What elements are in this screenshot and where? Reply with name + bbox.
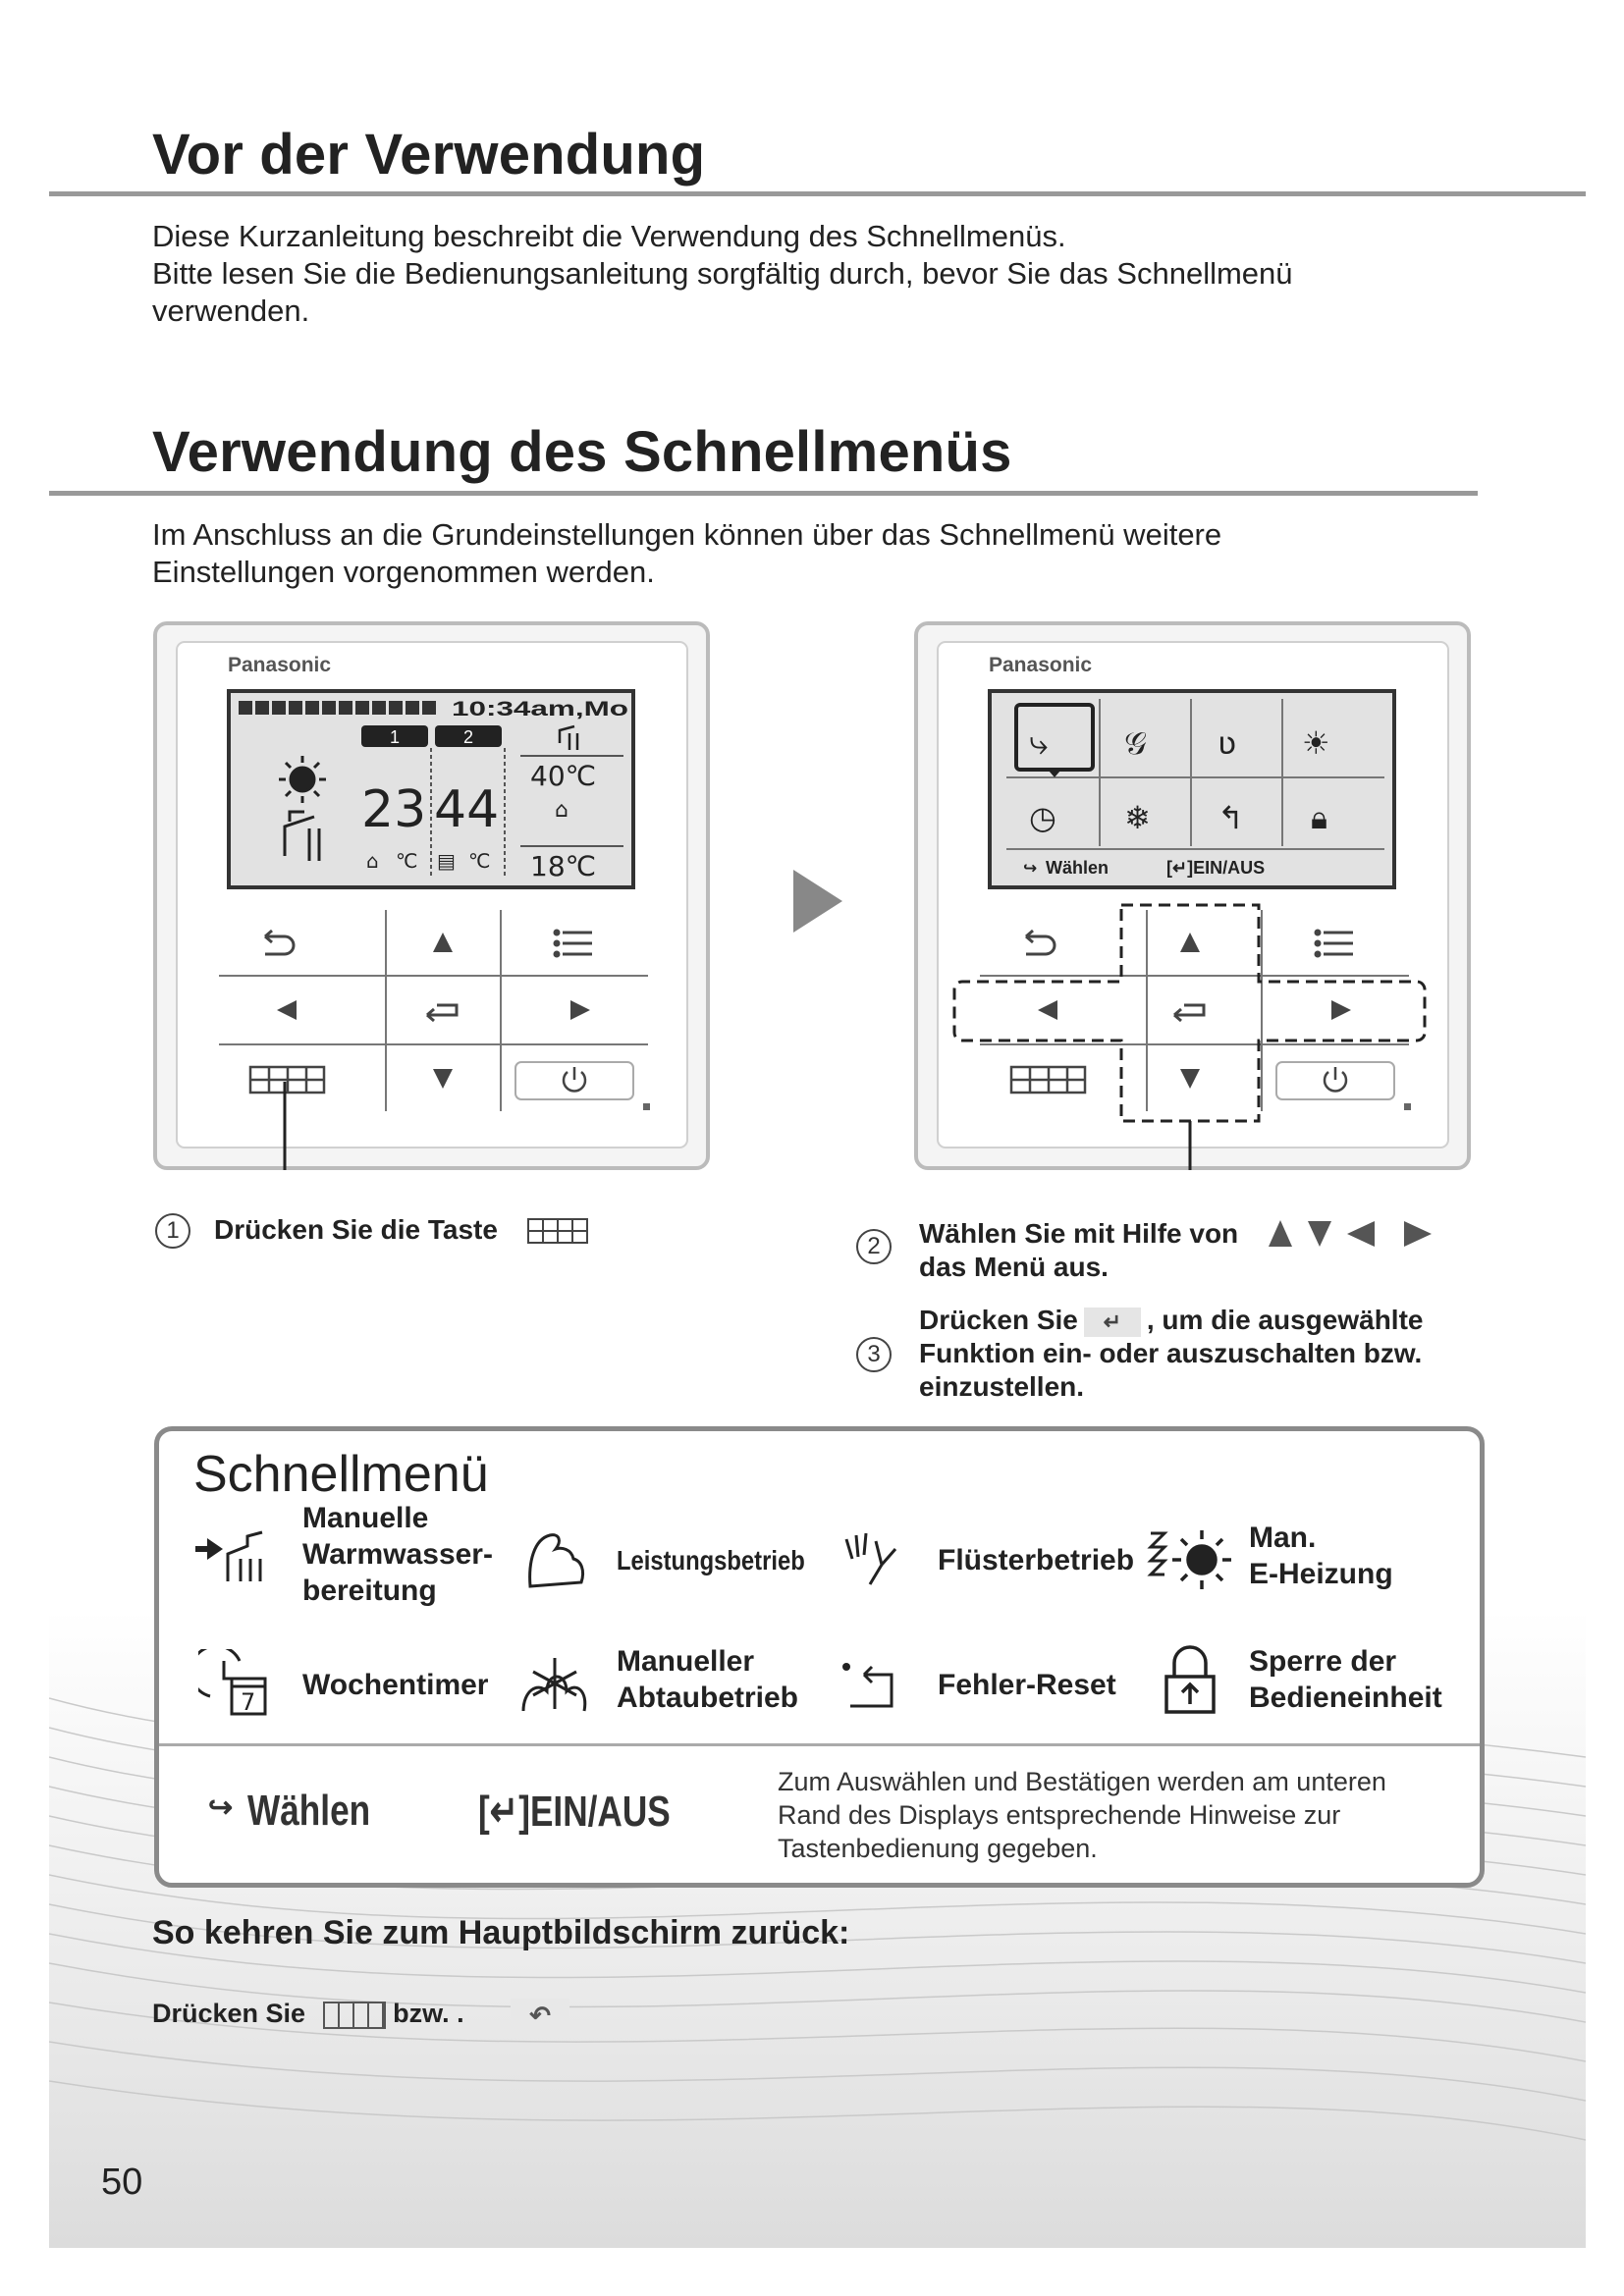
step-text: Wählen Sie mit Hilfe von — [919, 1218, 1239, 1249]
left-arrow-icon — [1347, 1221, 1375, 1247]
weekly-timer-icon — [198, 1649, 272, 1718]
back-key-icon: ↶ — [511, 1999, 569, 2032]
zone-tab-2-label: 2 — [463, 727, 474, 747]
defrost-icon — [517, 1652, 591, 1721]
panel-icon: ▤ — [437, 849, 456, 873]
intro-line: verwenden. — [152, 294, 310, 328]
room-icon: ⌂ — [366, 849, 379, 873]
step-text: Drücken Sie die Taste — [214, 1214, 498, 1245]
menu-item-label: Bedieneinheit — [1249, 1682, 1442, 1714]
screen-power-icon: 𝒢 — [1124, 724, 1147, 762]
box-divider — [159, 1743, 1480, 1746]
hint-line: Tastenbedienung gegeben. — [778, 1834, 1098, 1863]
remote-controller-home — [152, 620, 712, 1170]
screen-heater-icon: ☀ — [1302, 724, 1330, 762]
return-text: Drücken Sie — [152, 1999, 306, 2029]
step-number: 2 — [856, 1229, 892, 1264]
step-number: 3 — [856, 1337, 892, 1372]
zone-tab-1-label: 1 — [390, 727, 401, 747]
menu-item-label: Manuelle — [302, 1502, 429, 1534]
temperature-zone1: 23 — [361, 780, 427, 839]
quick-menu-key-icon — [323, 2002, 386, 2029]
menu-item-quiet-mode: Flüsterbetrieb — [938, 1544, 1135, 1576]
step-text: Funktion ein- oder auszuschalten bzw. — [919, 1338, 1423, 1368]
menu-item-manual-defrost — [617, 1643, 798, 1716]
quickmenu-paragraph — [152, 516, 1221, 591]
menu-item-label: Warmwasser- — [302, 1538, 493, 1571]
remote-controller-quickmenu — [913, 620, 1483, 1170]
hint-line: Rand des Displays entsprechende Hinweise zur — [778, 1800, 1341, 1830]
step-text: das Menü aus. — [919, 1252, 1109, 1282]
hint-line: Zum Auswählen und Bestätigen werden am unteren — [778, 1767, 1386, 1796]
return-mid: bzw. — [393, 1999, 450, 2029]
quick-menu-key-icon — [526, 1217, 589, 1245]
room-temperature: 18℃ — [530, 850, 597, 882]
svg-text:7: 7 — [241, 1688, 256, 1716]
menu-item-label: E-Heizung — [1249, 1558, 1393, 1590]
menu-item-label: Man. — [1249, 1522, 1317, 1554]
quickmenu-box — [154, 1426, 1485, 1888]
screen-reset-icon: ↰ — [1218, 799, 1244, 836]
water-temperature: 40℃ — [530, 760, 597, 792]
arrow-right-indicator — [788, 870, 847, 933]
return-end: . — [457, 1999, 464, 2029]
unit-zone1: ℃ — [396, 849, 418, 873]
quickmenu-title: Schnellmenü — [193, 1446, 489, 1503]
menu-item-unit-lock — [1249, 1643, 1442, 1716]
step-text: einzustellen. — [919, 1371, 1085, 1402]
menu-item-label: Abtaubetrieb — [617, 1682, 799, 1714]
menu-item-label: Sperre der — [1249, 1645, 1397, 1678]
screen-defrost-icon: ❄ — [1124, 799, 1151, 836]
menu-item-label: Manueller — [617, 1645, 755, 1678]
intro-line: Diese Kurzanleitung beschreibt die Verwendung des Schnellmenüs. — [152, 219, 1066, 253]
quiet-icon — [837, 1529, 905, 1588]
menu-item-label: bereitung — [302, 1575, 437, 1607]
brand-logo: Panasonic — [228, 654, 332, 676]
temperature-zone2: 44 — [434, 780, 500, 839]
dhw-tap-icon — [193, 1524, 277, 1585]
screen-quiet-icon: ʋ — [1218, 724, 1237, 762]
up-arrow-icon — [1269, 1220, 1292, 1247]
page-number: 50 — [101, 2162, 143, 2203]
section-title-before-use: Vor der Verwendung — [152, 123, 706, 187]
unit-zone2: ℃ — [468, 849, 491, 873]
enter-key-icon: ↵ — [1084, 1308, 1141, 1337]
title-underline — [49, 191, 1586, 196]
step-text: Drücken Sie — [919, 1305, 1078, 1335]
heater-sun-icon — [1141, 1525, 1234, 1594]
lock-icon — [1161, 1645, 1219, 1716]
brand-logo: Panasonic — [989, 654, 1093, 676]
title-underline — [49, 491, 1478, 496]
menu-item-weekly-timer: Wochentimer — [302, 1669, 489, 1701]
return-instruction — [152, 1999, 569, 2032]
screen-lock-icon: 🔒︎ — [1311, 799, 1328, 836]
step-text: , um die ausgewählte — [1146, 1305, 1424, 1335]
quickmenu-line: Im Anschluss an die Grundeinstellungen können über das Schnellmenü weitere — [152, 517, 1222, 552]
section-title-quickmenu-usage: Verwendung des Schnellmenüs — [152, 420, 1012, 484]
hint-onoff: [↵]EIN/AUS — [478, 1788, 671, 1836]
right-arrow-icon — [1404, 1221, 1432, 1247]
house-icon: ⌂ — [555, 798, 568, 823]
screen-dhw-icon: ⤷ — [1029, 723, 1049, 763]
intro-paragraph — [152, 218, 1293, 330]
hint-select: Wählen — [247, 1787, 371, 1835]
menu-item-manual-heater — [1249, 1520, 1393, 1592]
quickmenu-line: Einstellungen vorgenommen werden. — [152, 555, 655, 589]
hint-explanation — [778, 1765, 1465, 1865]
screen-timer-icon: ◷ — [1029, 799, 1056, 836]
clock-display: 10:34am,Mo — [452, 698, 628, 721]
select-arrow-icon: ↪ — [208, 1791, 234, 1824]
screen-hint-select: Wählen — [1046, 858, 1110, 878]
step-number: 1 — [155, 1213, 190, 1249]
arrow-keys-icon — [1267, 1217, 1443, 1251]
menu-item-error-reset: Fehler-Reset — [938, 1669, 1116, 1701]
menu-item-power-mode: Leistungsbetrieb — [617, 1545, 805, 1575]
reset-icon — [837, 1655, 905, 1716]
menu-item-manual-dhw — [302, 1500, 493, 1609]
intro-line: Bitte lesen Sie die Bedienungsanleitung sorgfältig durch, bevor Sie das Schnellmenü — [152, 256, 1293, 291]
screen-hint-onoff: [↵]EIN/AUS — [1166, 858, 1266, 878]
screen-select-arrow-icon: ↪ — [1023, 859, 1038, 879]
power-arm-icon — [522, 1527, 591, 1596]
return-heading: So kehren Sie zum Hauptbildschirm zurück: — [152, 1914, 850, 1951]
down-arrow-icon — [1308, 1221, 1331, 1247]
